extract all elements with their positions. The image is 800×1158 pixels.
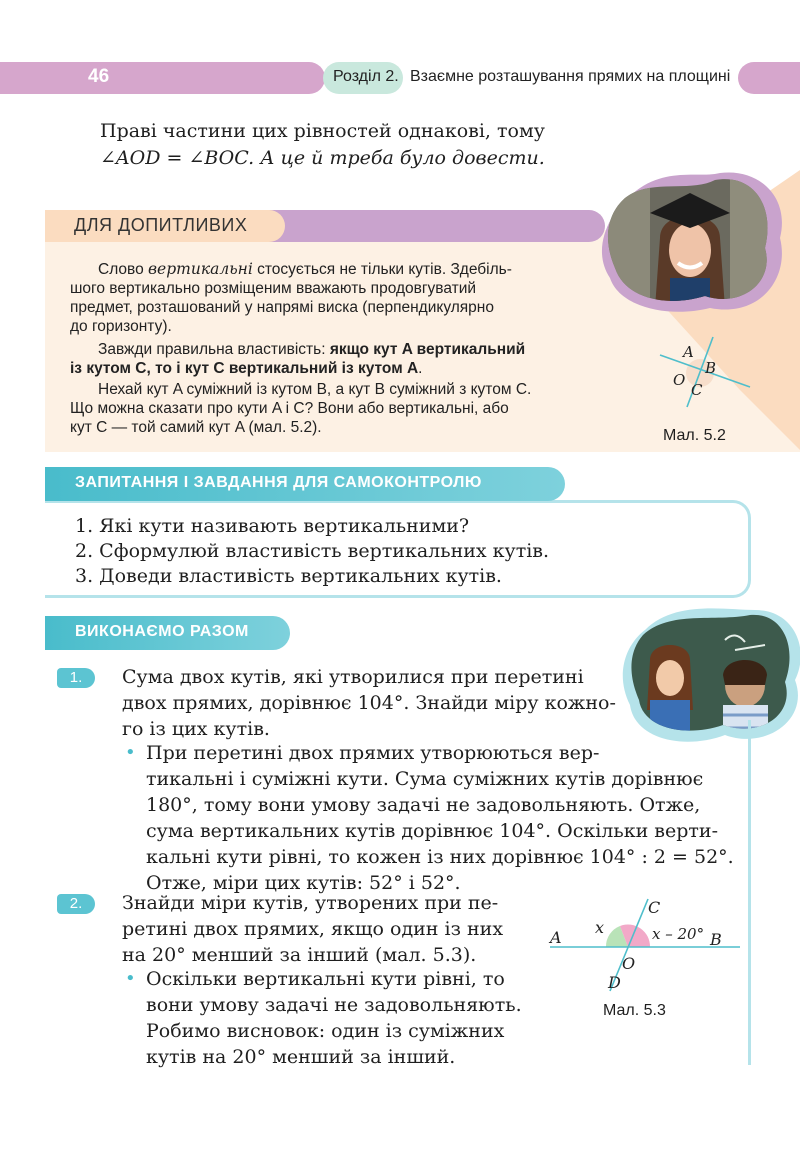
fig53-label-x-minus-20: x – 20° [652,925,705,943]
fig52-label-b: B [705,359,717,377]
figure-5-2 [655,335,755,410]
figure-5-2-caption: Мал. 5.2 [663,427,726,444]
curious-p1-line-3: предмет, розташований у напрямі виска (перпендикулярно [70,299,494,316]
header-bar [0,62,325,94]
task-number-badge: 2. [57,894,95,914]
curious-paragraph-2: Завжди правильна властивість: якщо кут A вертикальний [98,341,526,358]
task-number-badge: 1. [57,668,95,688]
task1-solution-line: тикальні і суміжні кути. Сума суміжних кутів дорівнює [146,768,704,790]
fig52-label-a: A [683,343,694,361]
fig53-label-x: x [595,918,605,937]
task2-line-1: Знайди міри кутів, утворених при пе- [122,892,499,914]
curious-p3-line-2: Що можна сказати про кути A і C? Вони або вертикальні, або [70,400,509,417]
self-control-item: 2. Сформулюй властивість вертикальних кутів. [75,540,550,562]
task2-solution-line: кутів на 20° менший за інший. [146,1046,456,1068]
figure-5-3-caption: Мал. 5.3 [603,1002,666,1019]
fig53-label-o: O [622,954,636,973]
curious-p3-line-3: кут C — той самий кут A (мал. 5.2). [70,419,322,436]
task1-line-3: го із цих кутів. [122,718,270,740]
curious-p1-line-4: до горизонту). [70,318,172,335]
figure-5-3 [540,895,745,995]
curious-p3-line-1: Нехай кут A суміжний із кутом B, а кут B суміжний з кутом C. [98,381,532,398]
self-control-item: 3. Доведи властивість вертикальних кутів. [75,565,502,587]
task1-line-2: двох прямих, дорівнює 104°. Знайди міру кожно- [122,692,616,714]
task2-solution-line: Робимо висновок: один із суміжних [146,1020,505,1042]
fig52-label-o: O [673,371,686,389]
task1-solution-line: сума вертикальних кутів дорівнює 104°. Оскільки верти- [146,820,718,842]
task1-solution-line: кальні кути рівні, то кожен із них дорівнює 104° : 2 = 52°. [146,846,734,868]
task1-solution-line: При перетині двох прямих утворюються вер- [146,742,600,764]
bullet-dot: • [125,742,136,763]
bullet-dot: • [125,968,136,989]
fig53-label-d: D [608,973,621,992]
task2-solution-line: вони умову задачі не задовольняють. [146,994,522,1016]
together-side-line [748,720,751,1065]
page-number: 46 [88,66,110,87]
header-bar-right [738,62,800,94]
chapter-title: Взаємне розташування прямих на площині [410,68,731,85]
chapter-label: Розділ 2. [333,68,399,85]
fig53-label-c: C [648,898,661,917]
intro-line-2: ∠AOD = ∠BOC. А це й треба було довести. [100,147,545,169]
task1-solution-line: Отже, міри цих кутів: 52° і 52°. [146,872,461,894]
task1-solution-line: 180°, тому вони умову задачі не задовольняють. Отже, [146,794,701,816]
task2-line-2: ретині двох прямих, якщо один із них [122,918,504,940]
curious-p2-line-2: із кутом C, то і кут C вертикальний із кутом A. [70,360,423,377]
fig53-label-b: B [710,930,722,949]
self-control-title: ЗАПИТАННЯ І ЗАВДАННЯ ДЛЯ САМОКОНТРОЛЮ [75,474,482,491]
self-control-item: 1. Які кути називають вертикальними? [75,515,470,537]
intro-line-1: Праві частини цих рівностей однакові, тому [100,120,545,142]
task2-line-3: на 20° менший за інший (мал. 5.3). [122,944,477,966]
kids-blackboard-photo [615,600,800,750]
task1-line-1: Сума двох кутів, які утворилися при перетині [122,666,584,688]
curious-paragraph-1: Слово вертикальні стосується не тільки кутів. Здебіль- [98,260,512,278]
curious-title: ДЛЯ ДОПИТЛИВИХ [74,215,248,235]
curious-p1-line-2: шого вертикально розміщеним вважають продовгуватий [70,280,477,297]
together-title: ВИКОНАЄМО РАЗОМ [75,623,249,640]
fig52-label-c: C [691,381,703,399]
task2-solution-line: Оскільки вертикальні кути рівні, то [146,968,505,990]
fig53-label-a: A [550,928,562,947]
